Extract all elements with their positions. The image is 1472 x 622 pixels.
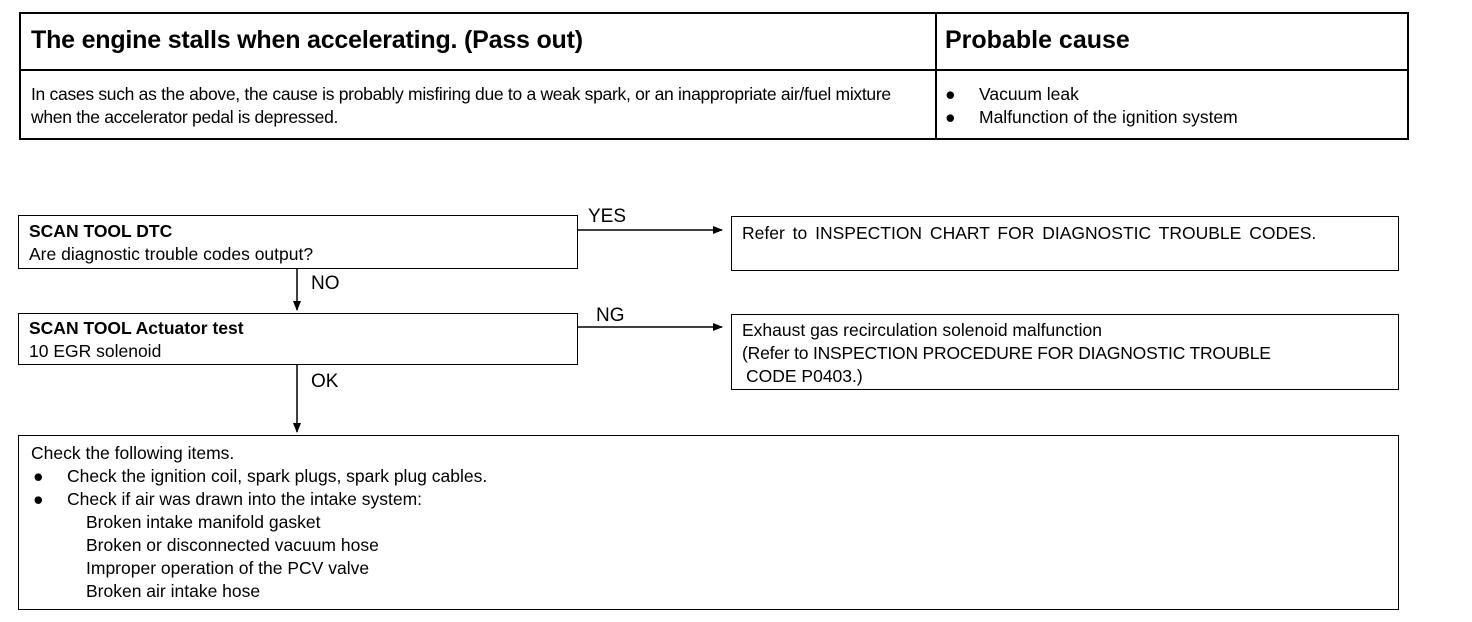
procedure-reference: (Refer to INSPECTION PROCEDURE FOR DIAGNOSTIC TROUBLE <box>742 343 1271 363</box>
bullet-icon: ● <box>33 489 44 509</box>
egr-solenoid-malfunction-box <box>731 314 1399 390</box>
yes-label: YES <box>588 206 627 227</box>
step-title: SCAN TOOL DTC <box>29 221 173 241</box>
check-subitem: Improper operation of the PCV valve <box>86 558 370 578</box>
list-item <box>31 465 1398 488</box>
ok-label: OK <box>311 371 339 392</box>
check-subitem: Broken or disconnected vacuum hose <box>86 535 379 555</box>
actuator-test-box <box>18 313 578 365</box>
step-item: 10 EGR solenoid <box>29 341 162 361</box>
check-item-text: Check if air was drawn into the intake system: <box>67 489 423 509</box>
check-items-box <box>18 435 1399 610</box>
scan-tool-dtc-box <box>18 215 578 269</box>
check-subitem: Broken intake manifold gasket <box>86 512 321 532</box>
step-title: SCAN TOOL Actuator test <box>29 318 244 338</box>
ng-label: NG <box>596 305 625 326</box>
list-item <box>31 488 1398 511</box>
check-item-text: Check the ignition coil, spark plugs, spark plug cables. <box>67 466 488 486</box>
symptom-description: In cases such as the above, the cause is probably misfiring due to a weak spark, or an inappropriate air/fuel mixture when the accelerator pedal is depressed. <box>31 84 891 127</box>
symptom-title: The engine stalls when accelerating. (Pass out) <box>31 26 583 54</box>
check-intro: Check the following items. <box>31 443 235 463</box>
cause-text: Vacuum leak <box>979 84 1079 104</box>
bullet-icon: ● <box>945 107 956 127</box>
malfunction-text: Exhaust gas recirculation solenoid malfunction <box>742 320 1102 340</box>
probable-cause-title: Probable cause <box>945 26 1130 54</box>
step-question: Are diagnostic trouble codes output? <box>29 244 314 264</box>
bullet-icon: ● <box>33 466 44 486</box>
dtc-chart-reference-box <box>731 216 1399 271</box>
check-subitem: Broken air intake hose <box>86 581 261 601</box>
cause-text: Malfunction of the ignition system <box>979 107 1238 127</box>
procedure-code: CODE P0403.) <box>746 366 863 386</box>
bullet-icon: ● <box>945 84 956 104</box>
no-label: NO <box>311 273 340 294</box>
reference-text: Refer to INSPECTION CHART FOR DIAGNOSTIC TROUBLE CODES. <box>742 223 1317 243</box>
